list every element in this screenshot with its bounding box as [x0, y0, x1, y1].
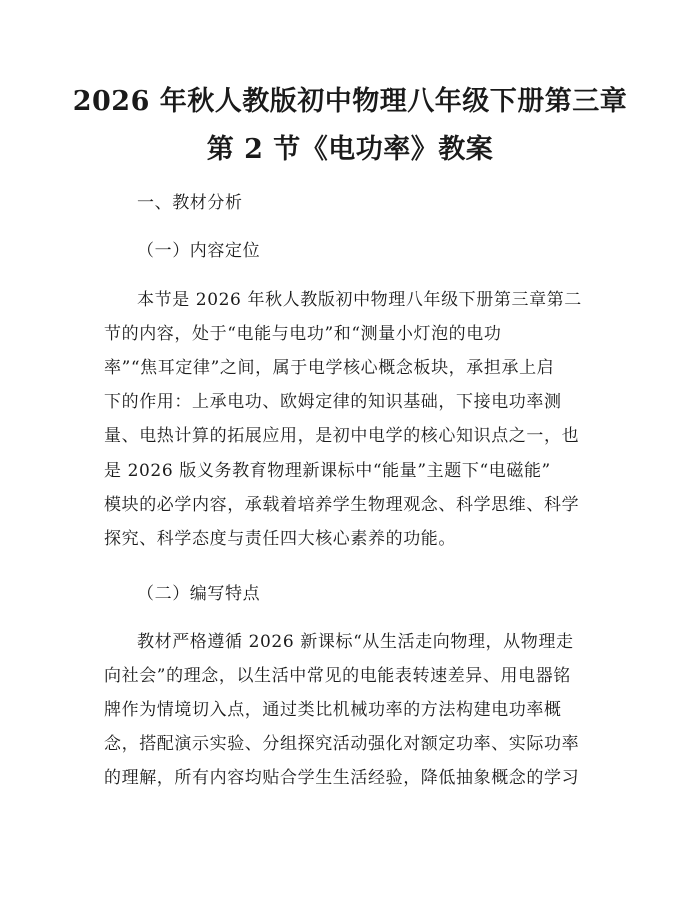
paragraph-line: 探究、科学态度与责任四大核心素养的功能。 — [104, 529, 456, 549]
paragraph-line: 节的内容，处于“电能与电功”和“测量小灯泡的电功 — [104, 324, 502, 344]
paragraph-line: 念，搭配演示实验、分组探究活动强化对额定功率、实际功率 — [104, 734, 580, 754]
section-heading: 一、教材分析 — [137, 193, 243, 213]
paragraph-line: 的理解，所有内容均贴合学生生活经验，降低抽象概念的学习 — [104, 768, 580, 788]
paragraph-line: 教材严格遵循 2026 新课标“从生活走向物理，从物理走 — [137, 632, 574, 652]
paragraph-line: 本节是 2026 年秋人教版初中物理八年级下册第三章第二 — [137, 290, 582, 310]
paragraph-line: 向社会”的理念，以生活中常见的电能表转速差异、用电器铭 — [104, 666, 571, 686]
paragraph-line: 是 2026 版义务教育物理新课标中“能量”主题下“电磁能” — [104, 461, 551, 481]
paragraph-line: 率”“焦耳定律”之间，属于电学核心概念板块，承担承上启 — [104, 358, 555, 378]
document-title-line-1: 2026 年秋人教版初中物理八年级下册第三章 — [72, 86, 628, 117]
subsection-heading: （一）内容定位 — [137, 241, 261, 261]
paragraph-line: 量、电热计算的拓展应用，是初中电学的核心知识点之一，也 — [104, 426, 580, 446]
paragraph-line: 下的作用：上承电功、欧姆定律的知识基础，下接电功率测 — [104, 392, 562, 412]
paragraph-line: 模块的必学内容，承载着培养学生物理观念、科学思维、科学 — [104, 495, 580, 515]
subsection-heading: （二）编写特点 — [137, 584, 261, 604]
paragraph-line: 牌作为情境切入点，通过类比机械功率的方法构建电功率概 — [104, 700, 562, 720]
document-title-line-2: 第 2 节《电功率》教案 — [206, 134, 494, 165]
